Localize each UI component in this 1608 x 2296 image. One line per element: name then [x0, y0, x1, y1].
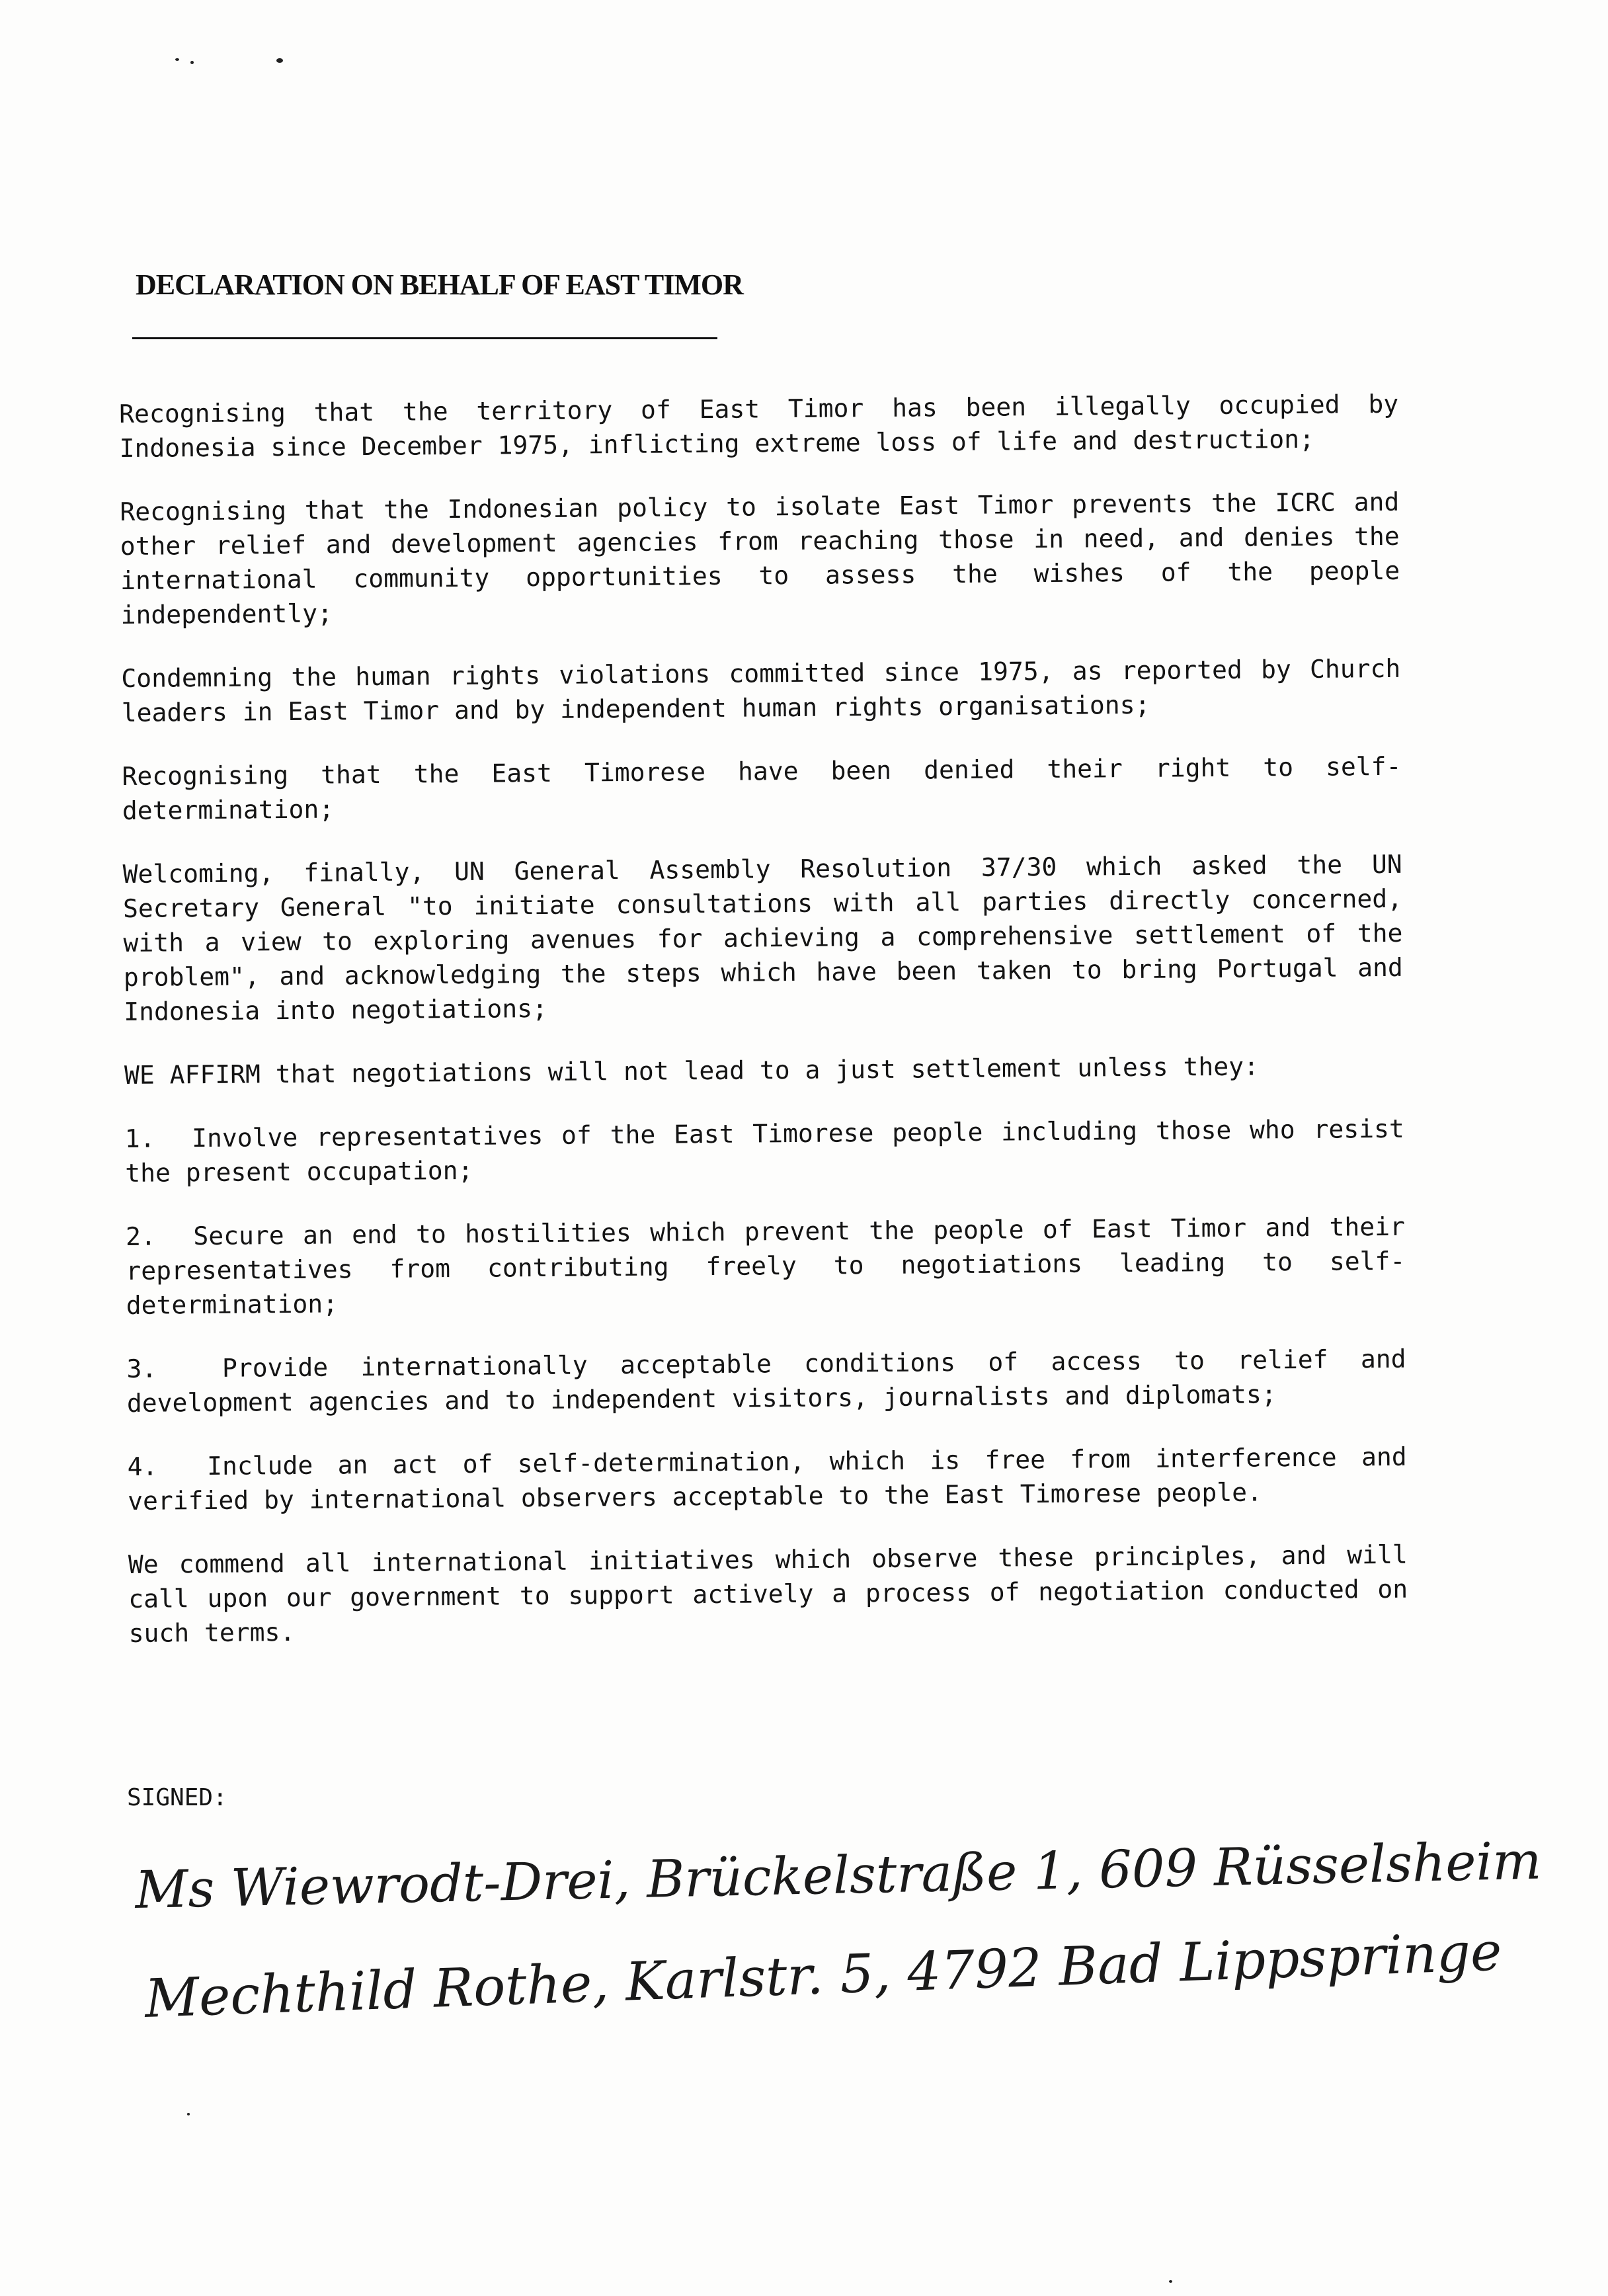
point-number: 4.	[127, 1452, 158, 1481]
signature-1: Ms Wiewrodt-Drei, Brückelstraße 1, 609 Rüsselsheim	[134, 1831, 1543, 1920]
point-number: 1.	[124, 1124, 155, 1153]
point-number: 2.	[125, 1221, 156, 1251]
point-number: 3.	[126, 1354, 157, 1383]
signed-label: SIGNED:	[127, 1784, 227, 1811]
signature-2: Mechthild Rothe, Karlstr. 5, 4792 Bad Lippspringe	[143, 1920, 1503, 2030]
point-text: Include an act of self-determination, which is free from interference and verified by international observers acceptable to the East Timorese people.	[127, 1442, 1407, 1516]
affirm-statement: WE AFFIRM that negotiations will not lead to a just settlement unless they:	[124, 1051, 1260, 1090]
paragraph-welcoming-resolution: Welcoming, finally, UN General Assembly Resolution 37/30 which asked the UN Secretary General "to initiate consultations with all parties directly concerned, with a view to exploring avenues for achieving a comprehensive settlement of the problem", and acknowledging the steps which have been taken to bring Portugal and Indonesia into negotiations;	[122, 849, 1404, 1026]
paragraph-recognising-isolation: Recognising that the Indonesian policy to isolate East Timor prevents the ICRC and other relief and development agencies from reaching those in need, and denies the international community opportunities to assess the wishes of the people independently;	[120, 487, 1400, 630]
document-title: DECLARATION ON BEHALF OF EAST TIMOR	[136, 268, 743, 301]
point-text: Secure an end to hostilities which prevent the people of East Timor and their representatives from contributing freely to negotiations leading to self-determination;	[126, 1211, 1406, 1320]
point-text: Provide internationally acceptable conditions of access to relief and development agencies and to independent visitors, journalists and diplomats;	[126, 1344, 1406, 1418]
closing-paragraph: We commend all international initiatives which observe these principles, and will call upon our government to support actively a process of negotiation conducted on such terms.	[128, 1539, 1408, 1648]
paragraph-self-determination: Recognising that the East Timorese have been denied their right to self-determination;	[122, 751, 1402, 825]
paragraph-condemning-violations: Condemning the human rights violations committed since 1975, as reported by Church leaders in East Timor and by independent human rights organisations;	[121, 653, 1401, 727]
point-text: Involve representatives of the East Timorese people including those who resist the present occupation;	[125, 1114, 1404, 1188]
paragraph-recognising-occupation: Recognising that the territory of East Timor has been illegally occupied by Indonesia since December 1975, inflicting extreme loss of life and destruction;	[119, 389, 1399, 463]
